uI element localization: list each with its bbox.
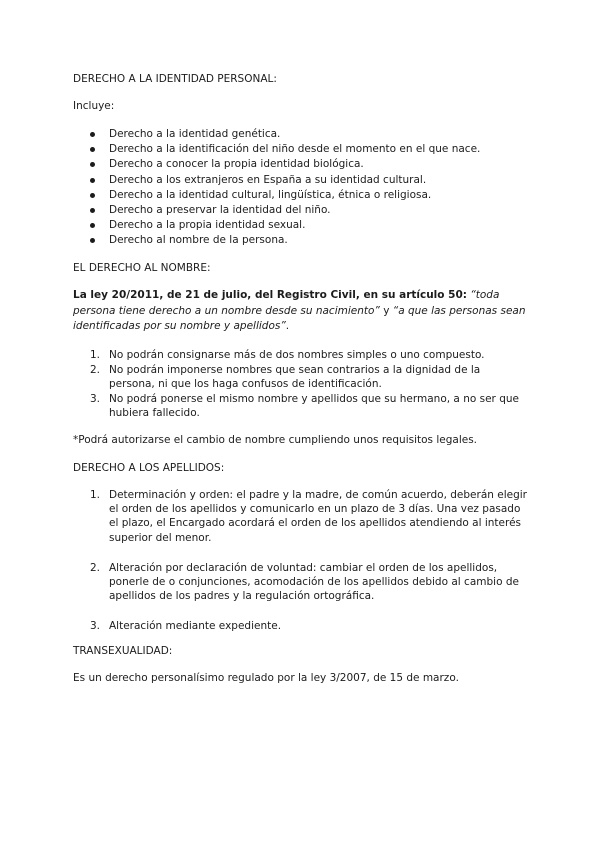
list-text: No podrán imponerse nombres que sean contrarios a la dignidad de la persona, ni que los haga confusos de identificación. [109, 363, 481, 391]
law-quote-1: “toda persona tiene derecho a un nombre desde su nacimiento” [73, 289, 500, 317]
name-rules-list [73, 348, 528, 421]
list-number: 1. [90, 489, 101, 501]
list-text: Alteración mediante expediente. [109, 620, 282, 633]
list-text: Alteración por declaración de voluntad: cambiar el orden de los apellidos, ponerle de o conjunciones, acomodación de los apellidos debido al cambio de apellidos de los padres y la regulación ortográfica. [109, 561, 519, 603]
list-text: Determinación y orden: el padre y la madre, de común acuerdo, deberán elegir el orden de los apellidos y comunicarlo en un plazo de 3 días. Una vez pasado el plazo, el Encargado acordará el orden de los apellidos atendiendo al interés superior del menor. [109, 489, 527, 544]
surname-rules-list [73, 488, 528, 634]
rights-list [73, 127, 480, 249]
heading-derecho-nombre: EL DERECHO AL NOMBRE: [73, 262, 211, 274]
heading-transexualidad: TRANSEXUALIDAD: [73, 645, 173, 657]
heading-identidad-personal: DERECHO A LA IDENTIDAD PERSONAL: [73, 73, 277, 85]
list-number: 3. [90, 620, 101, 633]
list-item [73, 619, 528, 633]
law-conjunction: y [379, 304, 393, 317]
list-item: Derecho a la identificación del niño desde el momento en el que nace. [73, 142, 480, 157]
list-item [73, 363, 528, 392]
list-item: Derecho a preservar la identidad del niño. [73, 203, 480, 218]
list-item: Derecho a la identidad genética. [73, 127, 480, 142]
note-paragraph: *Podrá autorizarse el cambio de nombre cumpliendo unos requisitos legales. [73, 434, 478, 446]
list-item: Derecho al nombre de la persona. [73, 233, 480, 248]
list-item [73, 561, 528, 604]
list-text: No podrá ponerse el mismo nombre y apellidos que su hermano, a no ser que hubiera fallecido. [109, 392, 519, 420]
law-paragraph [73, 288, 528, 335]
list-number: 3. [90, 392, 101, 405]
list-item: Derecho a los extranjeros en España a su identidad cultural. [73, 173, 480, 188]
list-item: Derecho a conocer la propia identidad biológica. [73, 157, 480, 172]
list-number: 2. [90, 561, 101, 574]
includes-label: Incluye: [73, 100, 115, 112]
list-number: 1. [90, 349, 101, 361]
list-item: Derecho a la identidad cultural, lingüística, étnica o religiosa. [73, 188, 480, 203]
final-paragraph: Es un derecho personalísimo regulado por la ley 3/2007, de 15 de marzo. [73, 672, 459, 684]
list-item [73, 348, 528, 363]
law-end: . [285, 320, 290, 332]
list-number: 2. [90, 363, 101, 376]
heading-apellidos: DERECHO A LOS APELLIDOS: [73, 462, 225, 474]
law-quote-2: “a que las personas sean identificadas por su nombre y apellidos” [73, 304, 526, 332]
list-item [73, 392, 528, 421]
list-item [73, 488, 528, 545]
law-citation: La ley 20/2011, de 21 de julio, del Registro Civil, en su artículo 50: [73, 289, 467, 301]
list-text: No podrán consignarse más de dos nombres simples o uno compuesto. [109, 349, 485, 361]
list-item: Derecho a la propia identidad sexual. [73, 218, 480, 233]
